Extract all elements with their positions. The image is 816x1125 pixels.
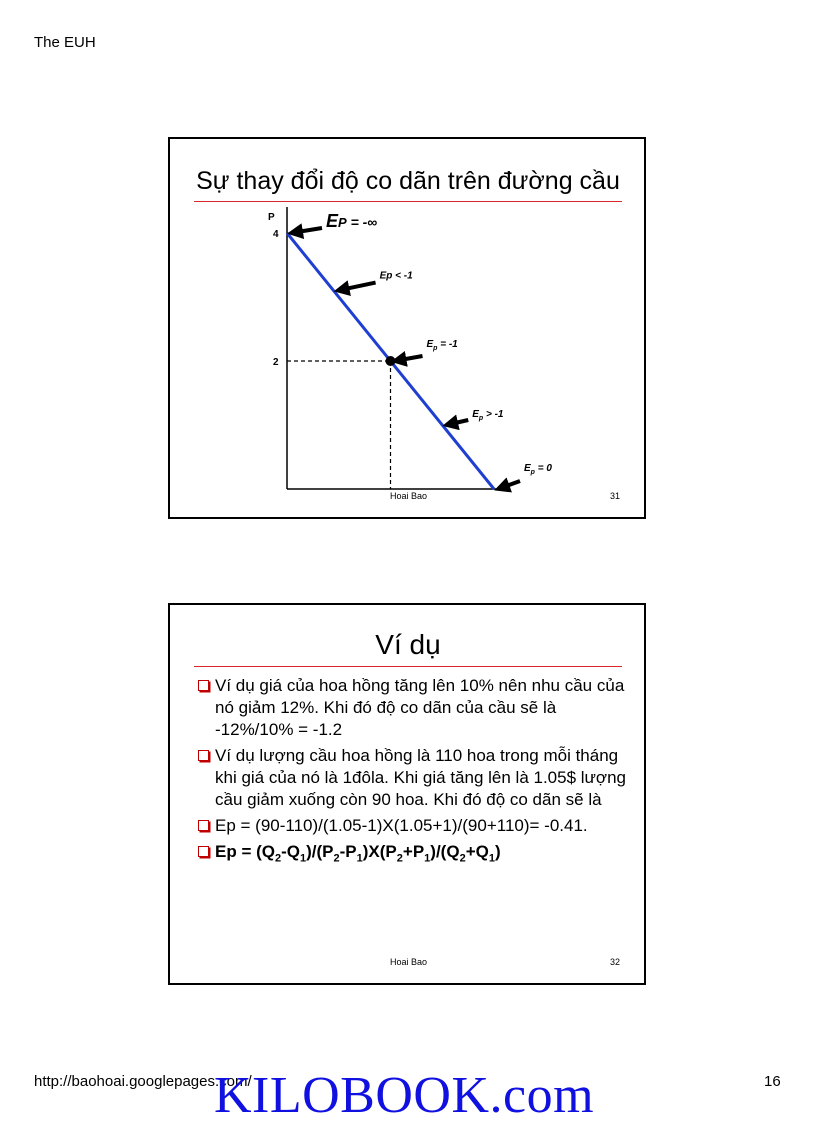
slide-32 — [168, 603, 646, 985]
bullet-text: Ep = (90-110)/(1.05-1)X(1.05+1)/(90+110)= -0.41. — [215, 816, 588, 835]
checkbox-bullet-icon — [198, 846, 209, 857]
annotation-arrow — [338, 283, 376, 291]
annotation-arrow — [446, 420, 468, 425]
slide-number: 32 — [610, 957, 621, 967]
bullet-item-formula — [196, 841, 626, 869]
bullet-text: Ví dụ giá của hoa hồng tăng lên 10% nên nhu cầu của nó giảm 12%. Khi đó độ co dãn của cầu sẽ là -12%/10% = -1.2 — [215, 676, 625, 739]
bullet-item — [196, 745, 626, 811]
slide-number: 31 — [610, 491, 621, 501]
page-header: The EUH — [34, 34, 96, 51]
bullet-item — [196, 675, 626, 741]
formula-text: $Ep = (Q_2-Q_1)/(P_2-P_1)X(P_2+P_1)/(Q_2+Q_1)$ — [215, 842, 501, 865]
annotation-label: $E_p = -1$ — [426, 339, 458, 352]
annotation-label: $E_p = 0$ — [524, 463, 552, 476]
bullet-text: Ví dụ lượng cầu hoa hồng là 110 hoa trong mỗi tháng khi giá của nó là 1đôla. Khi giá tăng lên là 1.05$ lượng cầu giảm xuống còn 90 hoa. Khi đó độ co dãn sẽ là — [215, 746, 626, 809]
y-tick-label: 4 — [273, 229, 279, 240]
footer-url-link[interactable]: http://baohoai.googlepages.com/ — [34, 1073, 252, 1090]
midpoint-marker — [386, 356, 396, 366]
checkbox-bullet-icon — [198, 820, 209, 831]
y-tick-label: 2 — [273, 357, 279, 368]
slide-title: Sự thay đổi độ co dãn trên đường cầu — [196, 167, 620, 195]
watermark-logo: KILOBOOK.com — [214, 1067, 595, 1124]
checkbox-bullet-icon — [198, 680, 209, 691]
slide-title: Ví dụ — [375, 629, 441, 660]
annotation-arrow — [498, 481, 520, 489]
demand-elasticity-chart — [170, 139, 644, 517]
slide-31 — [168, 137, 646, 519]
annotation-arrow — [395, 356, 423, 361]
annotation-label: $E_p > -1$ — [472, 409, 504, 422]
bullet-list — [196, 675, 626, 873]
annotation-label: EP = -∞ — [326, 211, 378, 231]
page-number: 16 — [764, 1073, 781, 1090]
annotation-label: Ep < -1 — [379, 270, 413, 282]
slide-author: Hoai Bao — [390, 957, 428, 967]
slide-author: Hoai Bao — [390, 491, 428, 501]
annotation-arrow — [291, 228, 322, 233]
checkbox-bullet-icon — [198, 750, 209, 761]
title-divider — [194, 666, 622, 667]
bullet-item — [196, 815, 626, 837]
y-axis-label: P — [268, 212, 275, 223]
